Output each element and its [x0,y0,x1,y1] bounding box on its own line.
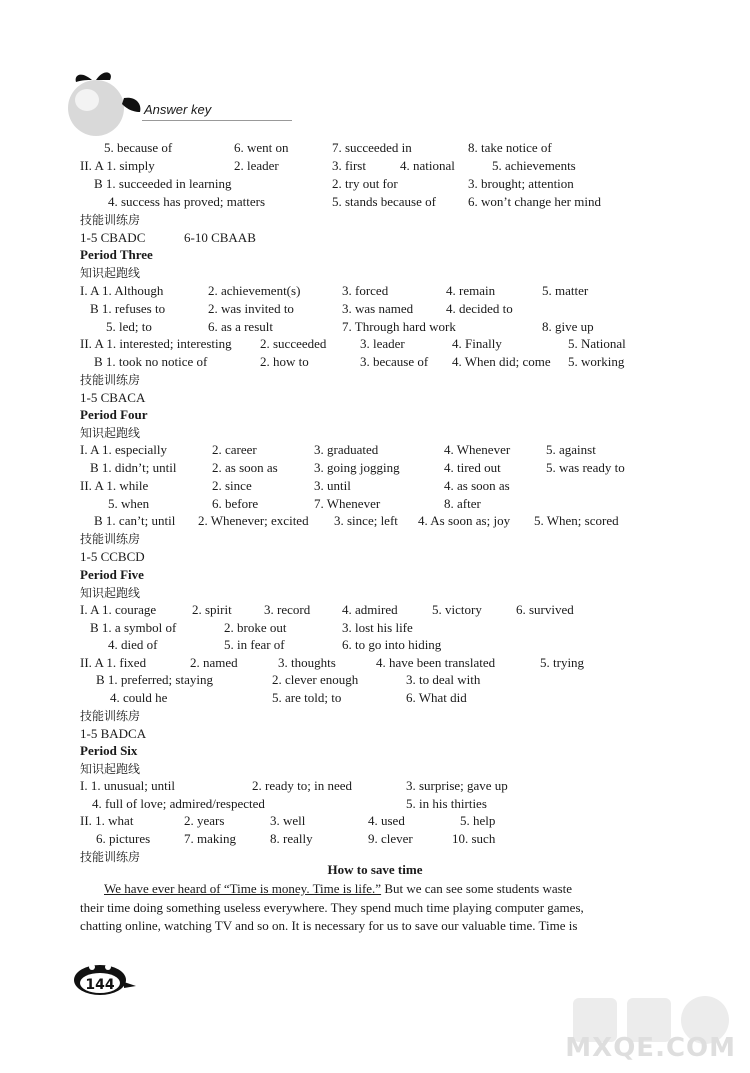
answer-item: II. A 1. interested; interesting [80,336,232,351]
answer-item: 5. in his thirties [406,796,487,811]
answer-item: 5. matter [542,283,589,298]
answer-item: 7. Whenever [314,496,381,511]
answer-item: 10. such [452,831,496,846]
answer-line [0,264,750,282]
answer-item: 5. led; to [106,319,152,334]
answer-item: 5. in fear of [224,637,285,652]
answer-item: 1-5 CBACA [80,390,146,405]
answer-item: 6. went on [234,140,289,155]
answer-item: 5. was ready to [546,460,625,475]
header-title: Answer key [144,102,212,117]
answer-item: 1-5 CCBCD [80,549,145,564]
penguin-icon [70,960,140,996]
answer-item: 2. achievement(s) [208,283,301,298]
answer-item: 1-5 CBADC [80,230,146,245]
answer-item: 6. to go into hiding [342,637,442,652]
answer-line [0,282,750,300]
answer-item: 9. clever [368,831,413,846]
section-label: 知识起跑线 [80,586,141,600]
answer-line [0,742,750,760]
page-number: 144 [85,977,115,993]
answer-item: 5. victory [432,602,482,617]
answer-line [0,406,750,424]
essay-line-3: chatting online, watching TV and so on. It is necessary for us to save our valuable time. Time is [80,918,578,933]
essay-line-1 [104,880,664,898]
essay-line-1-rest: But we can see some students waste [381,881,573,896]
answer-item: 7. succeeded in [332,140,412,155]
section-label: 技能训练房 [80,709,141,723]
answer-item: II. 1. what [80,813,134,828]
header-rule [142,120,292,121]
answer-item: 4. Finally [452,336,502,351]
answer-item: 3. first [332,158,366,173]
answer-line [0,246,750,264]
answer-line [0,777,750,795]
answer-line [0,335,750,353]
answer-item: 4. When did; come [452,354,551,369]
answer-line [0,671,750,689]
answer-item: 7. making [184,831,236,846]
answer-item: 3. was named [342,301,414,316]
answer-item: 8. take notice of [468,140,552,155]
answer-item: 2. try out for [332,176,398,191]
answer-item: 6-10 CBAAB [184,230,256,245]
answer-item: 3. record [264,602,311,617]
answer-item: 5. National [568,336,626,351]
answer-item: 4. tired out [444,460,501,475]
answer-item: 2. how to [260,354,309,369]
answer-item: 5. when [108,496,150,511]
answer-item: 8. give up [542,319,594,334]
answer-item: 3. well [270,813,306,828]
answer-item: B 1. refuses to [90,301,166,316]
answer-item: 3. brought; attention [468,176,574,191]
answer-item: 4. used [368,813,405,828]
answer-item: 3. forced [342,283,389,298]
answer-line [0,584,750,602]
answer-item: B 1. succeeded in learning [94,176,232,191]
answer-item: 3. to deal with [406,672,481,687]
answer-item: 5. trying [540,655,585,670]
answer-item: 2. career [212,442,257,457]
answer-item: 4. full of love; admired/respected [92,796,265,811]
answer-line [0,830,750,848]
answer-line [0,495,750,513]
answer-item: 6. What did [406,690,467,705]
answer-item: 3. since; left [334,513,398,528]
answer-line [0,477,750,495]
answer-item: 2. ready to; in need [252,778,352,793]
answer-item: 4. remain [446,283,496,298]
answer-item: 4. admired [342,602,398,617]
answer-item: I. A 1. especially [80,442,168,457]
answer-item: 2. as soon as [212,460,278,475]
answer-item: 3. because of [360,354,429,369]
answer-item: 5. working [568,354,625,369]
answer-line [0,371,750,389]
essay-line-2: their time doing something useless everywhere. They spend much time playing computer games, [80,900,584,915]
essay-quote: We have ever heard of “Time is money. Time is life.” [104,881,382,896]
section-heading: Period Six [80,743,138,758]
answer-item: 2. leader [234,158,279,173]
answer-item: 5. because of [104,140,173,155]
answer-item: 5. When; scored [534,513,619,528]
answer-item: 1-5 BADCA [80,726,147,741]
section-label: 技能训练房 [80,373,141,387]
section-label: 知识起跑线 [80,266,141,280]
answer-item: 8. really [270,831,313,846]
answer-line [0,548,750,566]
answer-item: 3. graduated [314,442,379,457]
answer-item: 2. Whenever; excited [198,513,309,528]
answer-item: 3. leader [360,336,405,351]
answer-item: I. A 1. courage [80,602,157,617]
answer-item: II. A 1. while [80,478,149,493]
answer-item: 4. As soon as; joy [418,513,511,528]
answer-item: 4. could he [110,690,168,705]
answer-line [0,389,750,407]
answer-item: 4. as soon as [444,478,510,493]
answer-line [0,139,750,157]
answer-line [0,619,750,637]
answer-line [0,175,750,193]
answer-line [0,636,750,654]
answer-item: 4. have been translated [376,655,496,670]
answer-item: 5. stands because of [332,194,436,209]
section-label: 技能训练房 [80,532,141,546]
answer-line [0,795,750,813]
answer-line [0,530,750,548]
answer-line [0,601,750,619]
section-heading: Period Four [80,407,148,422]
answer-line [0,300,750,318]
section-label: 知识起跑线 [80,426,141,440]
answer-item: 2. years [184,813,225,828]
answer-item: 6. pictures [96,831,151,846]
answer-item: 3. surprise; gave up [406,778,508,793]
answer-item: 2. succeeded [260,336,327,351]
answer-item: 2. spirit [192,602,232,617]
answer-line [0,689,750,707]
answer-line [0,512,750,530]
answer-item: 7. Through hard work [342,319,456,334]
answer-item: 4. success has proved; matters [108,194,266,209]
answer-line [0,812,750,830]
answer-item: I. 1. unusual; until [80,778,175,793]
page-number-badge [70,960,140,996]
answer-line [0,459,750,477]
answer-line [0,157,750,175]
section-label: 知识起跑线 [80,762,141,776]
watermark-url: MXQE.COM [565,1033,736,1063]
answer-item: 3. going jogging [314,460,400,475]
answer-item: 8. after [444,496,481,511]
answer-item: II. A 1. fixed [80,655,147,670]
answer-item: 2. named [190,655,238,670]
section-heading: Period Three [80,247,153,262]
answer-item: 5. help [460,813,496,828]
watermark [555,990,750,1073]
answer-line [0,760,750,778]
orange-logo-icon [60,68,150,138]
answer-line [0,707,750,725]
answer-item: 4. died of [108,637,158,652]
answer-item: B 1. preferred; staying [96,672,213,687]
answer-item: 2. since [212,478,252,493]
answer-item: 5. achievements [492,158,576,173]
answer-item: 5. are told; to [272,690,342,705]
answer-item: 5. against [546,442,596,457]
answer-item: 6. won’t change her mind [468,194,601,209]
answer-line [0,424,750,442]
essay-title: How to save time [327,862,423,877]
answer-line [0,193,750,211]
answer-item: B 1. took no notice of [94,354,208,369]
answer-line [0,654,750,672]
answer-item: B 1. didn’t; until [90,460,177,475]
answer-item: 3. until [314,478,351,493]
answer-item: I. A 1. Although [80,283,164,298]
answer-line [0,566,750,584]
answer-item: 6. as a result [208,319,273,334]
answer-line [0,318,750,336]
answer-item: 4. Whenever [444,442,511,457]
answer-line [0,211,750,229]
answer-item: 3. lost his life [342,620,413,635]
answer-item: B 1. a symbol of [90,620,177,635]
answer-item: 2. was invited to [208,301,294,316]
answer-item: B 1. can’t; until [94,513,176,528]
answer-item: 6. survived [516,602,574,617]
answer-line [0,725,750,743]
answer-line [0,229,750,247]
answer-item: 6. before [212,496,259,511]
answer-item: 3. thoughts [278,655,336,670]
answer-item: 2. clever enough [272,672,359,687]
answer-item: 4. national [400,158,455,173]
section-label: 技能训练房 [80,213,141,227]
answer-line [0,441,750,459]
answer-key-header [60,68,280,138]
answer-item: II. A 1. simply [80,158,155,173]
section-label: 技能训练房 [80,850,141,864]
answer-item: 4. decided to [446,301,513,316]
answer-item: 2. broke out [224,620,287,635]
section-heading: Period Five [80,567,144,582]
answer-line [0,353,750,371]
